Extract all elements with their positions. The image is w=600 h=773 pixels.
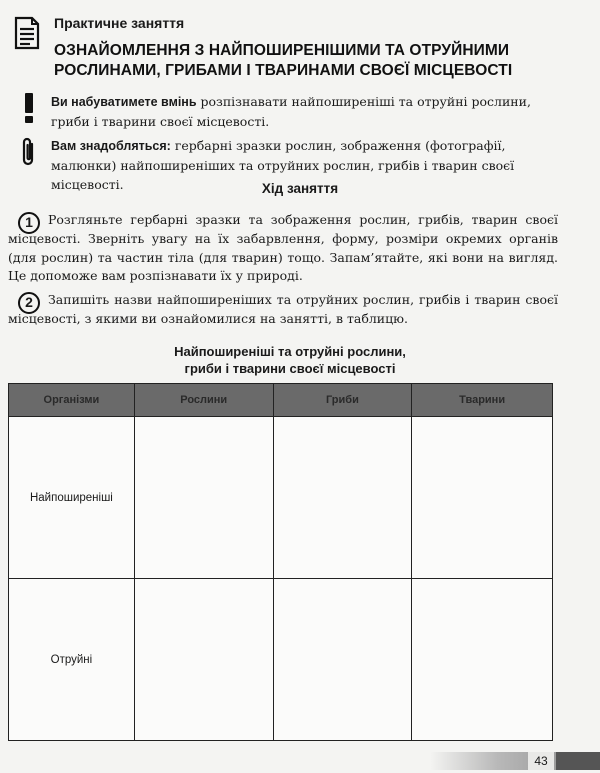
table-row [9,579,553,741]
step-2-number: 2 [18,292,40,314]
table-title-line1: Найпоширеніші та отруйні рослини, [174,344,406,359]
exclamation-icon [18,92,40,124]
document-icon [14,16,40,50]
cell-poisonous-animals[interactable] [412,579,553,741]
step-2-text: Запишіть назви найпоширеніших та отруйних рослин, грибів і тварин своєї місцевості, з якими ви ознайомилися на занятті, в таблицю. [8,292,558,326]
cell-common-fungi[interactable] [273,417,412,579]
table-title-line2: гриби і тварини своєї місцевості [184,361,396,376]
column-header-animals: Тварини [412,384,553,417]
footer-dark-block [556,752,600,770]
cell-common-animals[interactable] [412,417,553,579]
lesson-title [54,41,584,81]
column-header-fungi: Гриби [273,384,412,417]
skills-block [8,92,568,132]
skills-text [51,92,561,131]
column-header-plants: Рослини [134,384,273,417]
step-1 [8,211,568,289]
materials-description: гербарні зразки рослин, зображення (фотографії, малюнки) найпоширеніших та отруйних рослин, грибів і тварин своєї місцевості. [51,138,515,192]
skills-description: розпізнавати найпоширеніші та отруйні рослини, гриби і тварини своєї місцевості. [51,94,531,129]
lesson-title-line2: РОСЛИНАМИ, ГРИБАМИ І ТВАРИНАМИ СВОЄЇ МІСЦЕВОСТІ [54,62,513,79]
organisms-table [8,383,553,741]
row-label-poisonous: Отруйні [9,579,135,741]
page-number: 43 [528,752,554,770]
step-2 [8,291,568,331]
procedure-heading: Хід заняття [261,181,339,196]
lesson-title-line1: ОЗНАЙОМЛЕННЯ З НАЙПОШИРЕНІШИМИ ТА ОТРУЙНИМИ [54,42,510,59]
paperclip-icon [18,136,40,168]
table-row [9,417,553,579]
lesson-type: Практичне заняття [54,15,185,31]
cell-poisonous-plants[interactable] [134,579,273,741]
cell-poisonous-fungi[interactable] [273,579,412,741]
skills-label: Ви набуватимете вмінь [51,95,197,109]
table-header-row [9,384,553,417]
step-1-text: Розгляньте гербарні зразки та зображення рослин, грибів, тварин своєї місцевості. Зверніть увагу на їх забарвлення, форму, розміри окремих органів (для рослин) та частин тіла (для тварин) тощо. Запам’ятайте, які вони на вигляд. Це допоможе вам розпізнавати їх у природі. [8,212,558,284]
step-1-number: 1 [18,212,40,234]
materials-label: Вам знадобляться: [51,139,171,153]
row-label-common: Найпоширеніші [9,417,135,579]
column-header-organisms: Організми [9,384,135,417]
table-title [0,343,580,377]
cell-common-plants[interactable] [134,417,273,579]
